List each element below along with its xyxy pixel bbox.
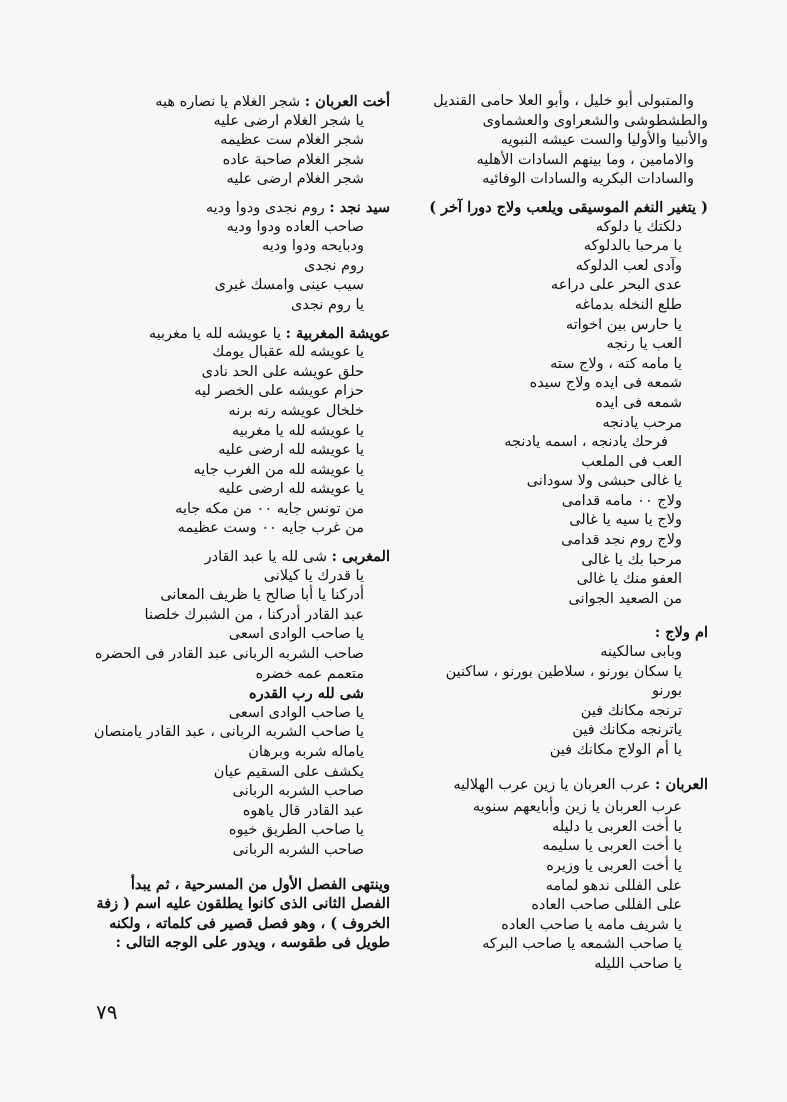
- verse-line: صاحب الشربه الربانى: [232, 783, 364, 800]
- verse-line: عبد القادر أدركنا ، من الشبرك خلصنا: [144, 606, 364, 623]
- verse-line: وآدى لعب الدلوكه: [575, 257, 682, 274]
- verse-line: يا غالى حبشى ولا سودانى: [526, 473, 682, 490]
- verse-line: يا صاحب الليله: [594, 955, 682, 972]
- verse-line: عبد القادر قال ياهوه: [242, 802, 364, 819]
- verse-line: ودبايحه ودوا وديه: [261, 238, 364, 255]
- verse-line: حزام عويشه على الخصر ليه: [194, 383, 364, 400]
- text-line: والمتبولى أبو خليل ، وأبو العلا حامى القنديل: [433, 93, 694, 109]
- verse-line: خلخال عويشه رنه برنه: [228, 402, 364, 419]
- verse-line: عرب العربان يا زين وأبايعهم سنويه: [472, 799, 682, 816]
- verse-line: يا صاحب الوادى اسعى: [228, 626, 364, 643]
- verse-line: شمعه فى ايده: [595, 394, 682, 411]
- speaker-name: العربان :: [655, 775, 708, 793]
- speaker-name: سيد نجد :: [329, 198, 390, 216]
- verse-line: روم نجدى ودوا وديه: [205, 199, 325, 216]
- speaker-name: ام ولاج :: [654, 624, 708, 642]
- verse-line: يا أخت العربى يا وزيره: [546, 857, 682, 874]
- text-line: والامامين ، وما بينهم السادات الأهليه: [476, 151, 694, 168]
- speaker-line: [92, 547, 390, 567]
- verse-line: بورنو: [651, 683, 682, 700]
- verse-line: من الصعيد الجوانى: [568, 590, 682, 607]
- verse-line: ياماله شربه وبرهان: [248, 744, 364, 760]
- verse-line: طلع النخله بدماغه: [574, 296, 682, 313]
- verse-line: شى لله يا عبد القادر: [204, 549, 328, 566]
- verse-line: يا عويشه لله ارضى عليه: [218, 481, 364, 498]
- verse-line: يا أم الولاج مكانك فين: [549, 742, 682, 758]
- verse-line: يا أخت العربى يا دليله: [552, 818, 682, 835]
- verse-line: وبابى سالكينه: [600, 644, 682, 661]
- verse-line: على الفللى ندهو لمامه: [545, 877, 682, 894]
- verse-line: روم نجدى: [304, 257, 364, 274]
- speaker-line: [92, 198, 390, 218]
- verse-line: يا مرحبا بالدلوكه: [583, 238, 682, 255]
- verse-line: فرحك يادنجه ، اسمه يادنجه: [504, 434, 668, 451]
- verse-line: شجر الغلام ست عظيمه: [220, 132, 364, 149]
- verse-line: يا عويشه لله يا مغربيه: [231, 422, 364, 439]
- speaker-name: أخت العربان :: [304, 93, 390, 110]
- verse-line: يا شريف مامه يا صاحب العاده: [501, 916, 682, 933]
- verse-line: صاحب الشربه الربانى عبد القادر فى الحضره: [94, 646, 364, 663]
- verse-line: ترنجه مكانك فين: [580, 702, 682, 719]
- verse-line: العب يا رنجه: [606, 336, 682, 353]
- verse-line: شجر الغلام صاحبة عاده: [222, 151, 364, 168]
- left-column: [92, 92, 390, 953]
- speaker-name: عويشة المغربية :: [285, 324, 390, 342]
- verse-line: شى لله رب القدره: [248, 685, 364, 703]
- verse-line: ولاج روم نجد قدامى: [561, 532, 682, 549]
- verse-line: مرحبا بك يا غالى: [581, 551, 682, 568]
- verse-line: يا عويشه لله ارضى عليه: [218, 442, 364, 459]
- verse-line: من تونس جايه ٠٠ من مكه جايه: [175, 500, 364, 517]
- page-number: ٧٩: [96, 1000, 118, 1024]
- verse-line: يا روم نجدى: [290, 296, 364, 313]
- verse-line: ياترنجه مكانك فين: [572, 722, 682, 739]
- verse-line: حلق عويشه على الحد نادى: [201, 363, 364, 380]
- verse-line: العفو منك يا غالى: [576, 571, 682, 588]
- verse-line: من غرب جايه ٠٠ وست عظيمه: [177, 520, 364, 537]
- stage-direction: ( يتغير النغم الموسيقى ويلعب ولاج دورا آخر ): [429, 198, 708, 216]
- verse-line: العب فى الملعب: [581, 453, 682, 470]
- text-line: والطشطوشى والشعراوى والعشماوى: [482, 112, 708, 129]
- verse-line: مرحب يادنجه: [602, 414, 682, 431]
- text-line: والسادات البكريه والسادات الوفائيه: [482, 171, 694, 188]
- verse-line: شجر الغلام يا نصاره هيه: [155, 94, 301, 110]
- speaker-line: [92, 324, 390, 344]
- verse-line: يا صاحب الشربه الربانى ، عبد القادر يامنصان: [93, 724, 364, 741]
- closing-paragraph: وينتهى الفصل الأول من المسرحية ، ثم يبدأ الفصل الثانى الذى كانوا يطلقون عليه اسم ( زفة الخروف ) ، وهو فصل قصير فى كلماته ، ولكنه طويل فى طقوسه ، ويدور على الوجه التالى :: [96, 875, 390, 952]
- verse-line: صاحب العاده ودوا وديه: [226, 218, 364, 235]
- verse-line: يكشف على السقيم عيان: [213, 763, 364, 780]
- verse-line: على الفللى صاحب العاده: [531, 897, 682, 914]
- speaker-line: [408, 775, 708, 795]
- verse-line: يا صاحب الوادى اسعى: [228, 704, 364, 721]
- verse-line: يا صاحب الشمعه يا صاحب البركه: [482, 936, 682, 953]
- right-column: [408, 92, 708, 975]
- text-line: والأنبيا والأوليا والست عيشه النبويه: [500, 132, 708, 149]
- verse-line: أدركنا يا أبا صالح يا ظريف المعانى: [160, 587, 364, 604]
- verse-line: عدى البحر على دراعه: [550, 277, 682, 294]
- verse-line: عرب العربان يا زين عرب الهلاليه: [453, 776, 651, 793]
- speaker-line: [92, 92, 390, 112]
- verse-line: يا عويشه لله يا مغربيه: [148, 325, 282, 342]
- verse-line: شمعه فى ايده ولاج سيده: [529, 375, 682, 392]
- verse-line: ولاج يا سيه يا غالى: [569, 512, 682, 529]
- verse-line: شجر الغلام ارضى عليه: [226, 171, 364, 188]
- verse-line: يا صاحب الطريق خيوه: [228, 822, 364, 839]
- verse-line: سيب عينى وامسك غيرى: [214, 277, 364, 294]
- verse-line: يا مامه كته ، ولاج سته: [550, 355, 682, 372]
- verse-line: يا عويشه لله من الغرب جايه: [193, 461, 364, 478]
- verse-line: يا أخت العربى يا سليمه: [542, 838, 682, 855]
- verse-line: متعمم عمه خضره: [255, 665, 364, 682]
- speaker-name: المغربى :: [331, 548, 390, 566]
- verse-line: يا عويشه لله عقبال يومك: [212, 344, 364, 361]
- verse-line: دلكتك يا دلوكه: [595, 218, 682, 235]
- verse-line: يا سكان بورنو ، سلاطين بورنو ، ساكنين: [445, 663, 682, 680]
- verse-line: يا قدرك يا كيلانى: [263, 567, 364, 584]
- verse-line: ولاج ٠٠ مامه قدامى: [561, 492, 682, 509]
- verse-line: يا حارس بين اخواته: [565, 316, 682, 333]
- verse-line: صاحب الشربه الربانى: [232, 841, 364, 858]
- verse-line: يا شجر الغلام ارضى عليه: [213, 112, 364, 129]
